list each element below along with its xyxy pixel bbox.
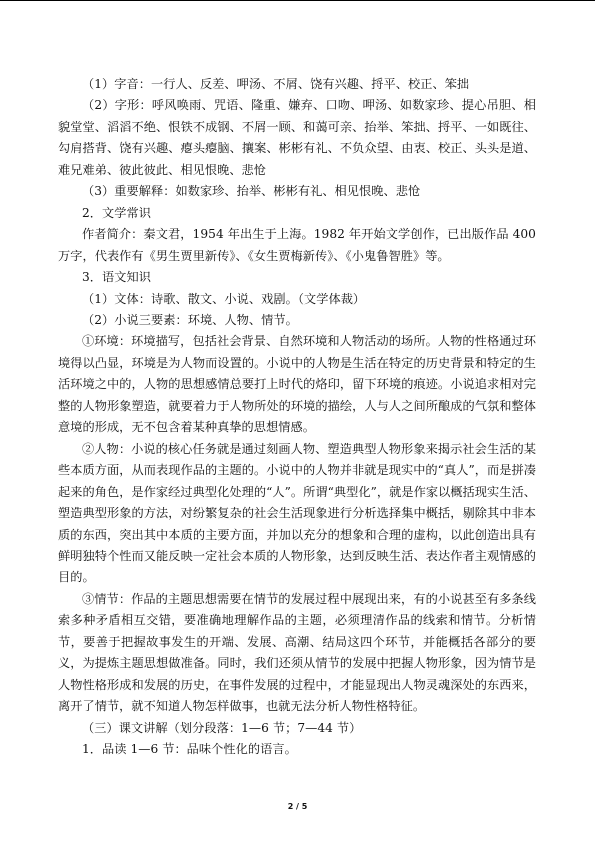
section-heading-language-knowledge: 3．语文知识 xyxy=(82,270,151,285)
item-genres: （1）文体：诗歌、散文、小说、戏剧。（文学体裁） xyxy=(82,291,366,306)
section-heading-text-explanation: （三）课文讲解（划分段落：1—6 节；7—44 节） xyxy=(82,720,362,735)
paragraph-environment: ①环境：环境描写，包括社会背景、自然环境和人物活动的场所。人物的性格通过环境得以凸显，环境是为人物而设置的。小说中的人物是生活在特定的历史背景和特定的生活环境之中的，人物的思想感情总要打上时代的烙印，留下环境的痕迹。小说追求相对完整的人物形象塑造，就要着力于人物所处的环境的描绘，人与人之间所酿成的气氛和整体意境的形成，无不包含着某种真挚的思想情感。 xyxy=(58,334,536,435)
author-intro-paragraph: 作者简介：秦文君，1954 年出生于上海。1982 年开始文学创作，已出版作品 400 万字，代表作有《男生贾里新传》、《女生贾梅新传》、《小鬼鲁智胜》等。 xyxy=(58,227,536,263)
item-character-forms: （2）字形：呼风唤雨、咒语、隆重、嫌弃、口吻、呷汤、如数家珍、提心吊胆、相貌堂堂、滔滔不绝、恨铁不成钢、不屑一顾、和蔼可亲、抬举、笨拙、捋平、一如既往、勾肩搭背、饶有兴趣、瘪头瘪脑、攘案、彬彬有礼、不负众望、由衷、校正、头头是道、难兄难弟、彼此彼此、相见恨晚、悲怆 xyxy=(58,98,536,177)
section-heading-literary-knowledge: 2．文学常识 xyxy=(82,205,151,220)
item-key-explanations: （3）重要解释：如数家珍、抬举、彬彬有礼、相见恨晚、悲怆 xyxy=(82,184,421,199)
paragraph-characters: ②人物：小说的核心任务就是通过刻画人物、塑造典型人物形象来揭示社会生活的某些本质方面，从而表现作品的主题的。小说中的人物并非就是现实中的“真人”，而是拼凑起来的角色，是作家经过典型化处理的“人”。所谓“典型化”，就是作家以概括现实生活、塑造典型形象的方法，对纷繁复杂的社会生活现象进行分析选择集中概括，剔除其中非本质的东西，突出其中本质的主要方面，并加以充分的想象和合理的虚构，以此创造出具有鲜明独特个性而又能反映一定社会本质的人物形象，达到反映生活、表达作者主观情感的目的。 xyxy=(58,441,536,585)
paragraph-plot: ③情节：作品的主题思想需要在情节的发展过程中展现出来，有的小说甚至有多条线索多种矛盾相互交错，要准确地理解作品的主题，必须理清作品的线索和情节。分析情节，要善于把握故事发生的开端、发展、高潮、结局这四个环节，并能概括各部分的要义，为提炼主题思想做准备。同时，我们还须从情节的发展中把握人物形象，因为情节是人物性格形成和发展的历史，在事件发展的过程中，才能显现出人物灵魂深处的东西来，离开了情节，就不知道人物怎样做事，也就无法分析人物性格特征。 xyxy=(58,591,536,714)
page-number: 2 / 5 xyxy=(287,802,308,811)
item-read-sections: 1．品读 1—6 节：品味个性化的语言。 xyxy=(82,742,297,757)
item-novel-elements: （2）小说三要素：环境、人物、情节。 xyxy=(82,312,298,327)
page-content xyxy=(58,74,536,761)
item-pronunciation: （1）字音：一行人、反差、呷汤、不屑、饶有兴趣、捋平、校正、笨拙 xyxy=(82,77,470,91)
header-rule xyxy=(0,0,595,1)
